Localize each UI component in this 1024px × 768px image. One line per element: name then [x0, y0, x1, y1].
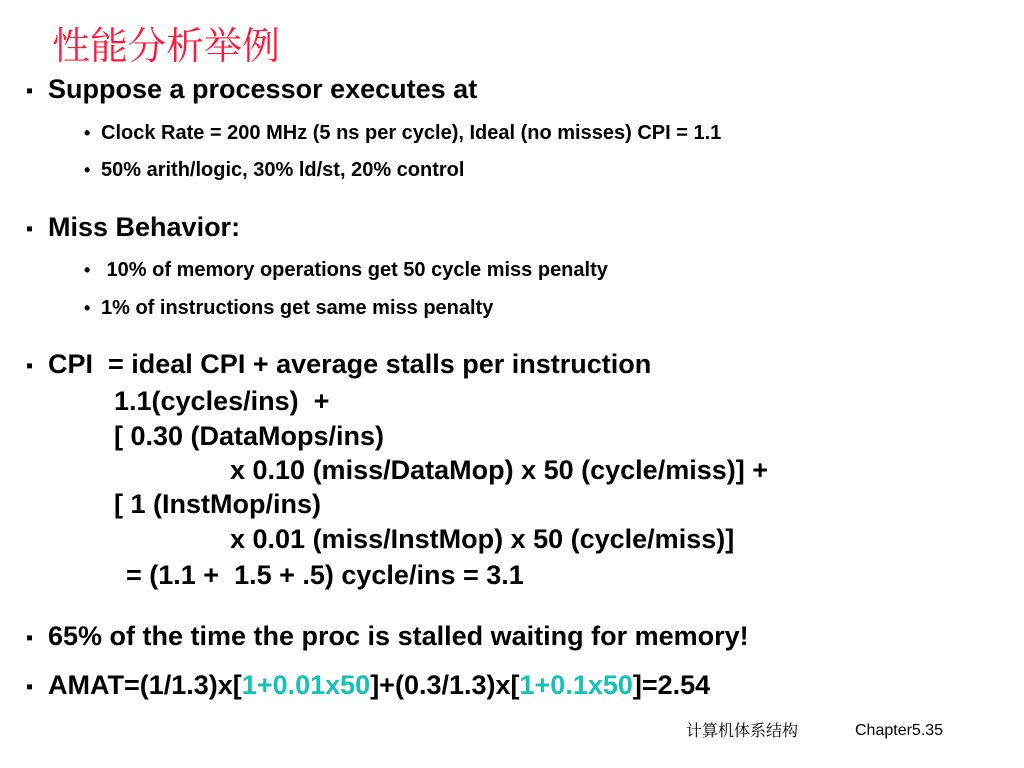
bullet-cpi-formula: CPI = ideal CPI + average stalls per instruction — [48, 349, 652, 379]
amat-part-1: AMAT=(1/1.3)x[ — [48, 670, 242, 700]
amat-highlight-1: 1+0.01x50 — [241, 670, 371, 700]
cpi-line-inst-miss: x 0.01 (miss/InstMop) x 50 (cycle/miss)] — [230, 524, 735, 554]
amat-part-2: ]+(0.3/1.3)x[ — [370, 670, 520, 700]
square-bullet-icon: ▪ — [26, 80, 34, 102]
cpi-line-result: = (1.1 + 1.5 + .5) cycle/ins = 3.1 — [126, 560, 524, 590]
dot-bullet-icon: • — [84, 123, 91, 143]
bullet-stalled-memory: 65% of the time the proc is stalled waiting for memory! — [48, 621, 749, 651]
slide-title: 性能分析举例 — [52, 24, 281, 68]
cpi-line-data-miss: x 0.10 (miss/DataMop) x 50 (cycle/miss)] + — [230, 455, 768, 485]
amat-highlight-2: 1+0.1x50 — [519, 670, 633, 700]
square-bullet-icon: ▪ — [26, 355, 34, 377]
sub-bullet-instruction-mix: 50% arith/logic, 30% ld/st, 20% control — [101, 159, 465, 181]
bullet-amat — [48, 668, 710, 702]
cpi-line-inst-mops: [ 1 (InstMop/ins) — [114, 489, 321, 519]
bullet-miss-behavior: Miss Behavior: — [48, 212, 241, 242]
dot-bullet-icon: • — [84, 298, 91, 318]
cpi-line-ideal: 1.1(cycles/ins) + — [114, 386, 330, 416]
dot-bullet-icon: • — [84, 260, 91, 280]
cpi-line-data-mops: [ 0.30 (DataMops/ins) — [114, 421, 385, 451]
bullet-suppose: Suppose a processor executes at — [48, 74, 478, 104]
sub-bullet-memory-ops-penalty: 10% of memory operations get 50 cycle miss penalty — [101, 259, 608, 281]
square-bullet-icon: ▪ — [26, 676, 34, 698]
square-bullet-icon: ▪ — [26, 218, 34, 240]
sub-bullet-clock-rate: Clock Rate = 200 MHz (5 ns per cycle), Ideal (no misses) CPI = 1.1 — [101, 122, 722, 144]
sub-bullet-instruction-penalty: 1% of instructions get same miss penalty — [101, 297, 494, 319]
square-bullet-icon: ▪ — [26, 627, 34, 649]
amat-part-3: ]=2.54 — [632, 670, 711, 700]
footer-course-name: 计算机体系结构 — [686, 721, 799, 740]
footer-page-number: Chapter5.35 — [855, 722, 944, 739]
dot-bullet-icon: • — [84, 160, 91, 180]
